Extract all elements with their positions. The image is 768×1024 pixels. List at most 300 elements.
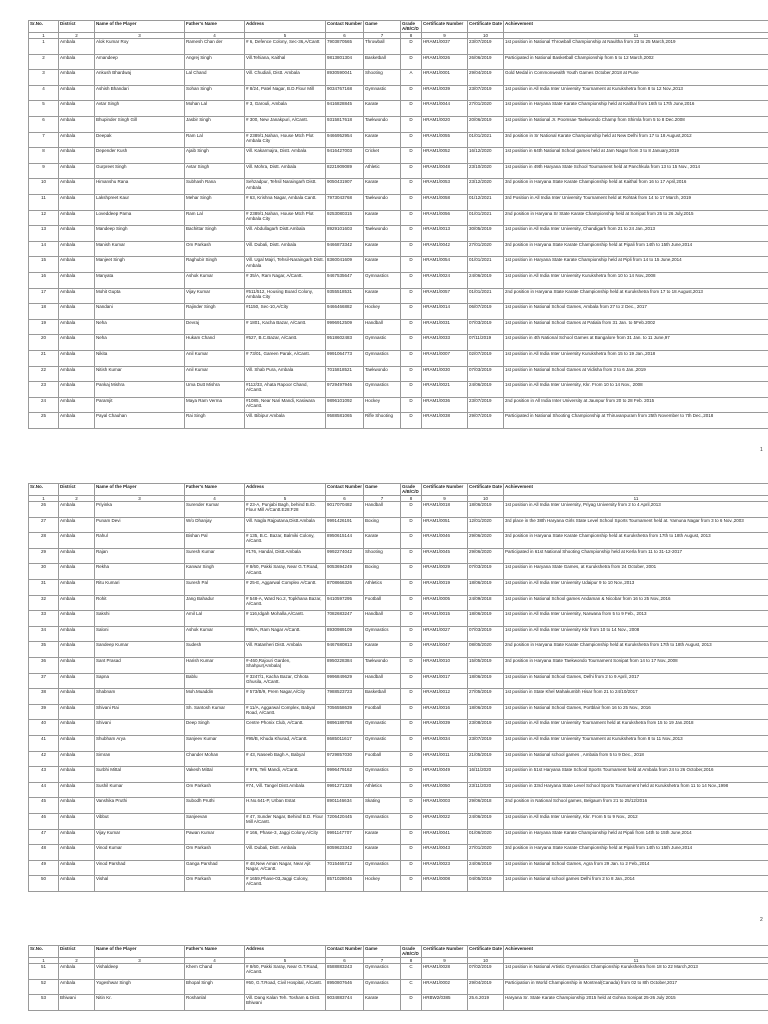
father-name-cell: Bishan Pal xyxy=(185,533,245,549)
grade-header: Grade A/B/C/D xyxy=(401,946,422,958)
achievement-cell: 1st position in All India Inter University Kkr from 10 to 14 Nov., 2008 xyxy=(504,626,768,642)
father-name-cell: Khem Chand xyxy=(185,964,245,980)
father-name-cell: Ramesh Chan der xyxy=(185,39,245,55)
achievement-cell: 1st position in National School Games, Ambala from 27 to 2 Dec., 2017 xyxy=(504,304,768,320)
grade-cell: D xyxy=(401,163,422,179)
certificate-number-cell: HRAM1/0037 xyxy=(422,39,468,55)
contact-number-cell: 8221909089 xyxy=(326,163,364,179)
achievement-cell: 1st position in National Throwball Championship at Naultha from 23 to 25 March,2019 xyxy=(504,39,768,55)
contact-number-cell: 9729497946 xyxy=(326,382,364,398)
certificate-number-cell: HRAM1/0011 xyxy=(422,751,468,767)
table-row xyxy=(29,964,768,980)
grade-cell: D xyxy=(401,658,422,674)
father-name-cell: Om Parkash xyxy=(185,876,245,892)
table-row xyxy=(29,101,768,117)
player-name-cell: Nitish Kumar xyxy=(95,366,185,382)
column-number: 9 xyxy=(422,33,468,39)
address-header: Address xyxy=(245,946,326,958)
table-row xyxy=(29,288,768,304)
achievement-cell: 1st position in National school games Delhi from 2 to 8 Jan.,2014 xyxy=(504,876,768,892)
district-cell: Ambala xyxy=(59,658,95,674)
certificate-number-cell: HRAM1/0039 xyxy=(422,85,468,101)
sr-no-cell: 22 xyxy=(29,366,59,382)
address-cell: Vill.Tehiana, Kaithal xyxy=(245,54,326,70)
certificate-date-cell: 23/07/2019 xyxy=(468,736,504,752)
certificate-date-cell: 29/04/2019 xyxy=(468,979,504,995)
achievement-cell: 1st position in Haryana State Karate Championship held at Pipli from 14 to 15 June,2014 xyxy=(504,257,768,273)
game-cell: Throwball xyxy=(364,39,401,55)
grade-cell: D xyxy=(401,876,422,892)
certificate-number-cell: HRAM1/0034 xyxy=(422,736,468,752)
contact-number-cell: 9896101092 xyxy=(326,397,364,413)
address-cell: # 73/01, Gareen Parak, A/Cantt. xyxy=(245,350,326,366)
game-cell: Athletics xyxy=(364,782,401,798)
grade-cell: D xyxy=(401,39,422,55)
achievement-cell: 1st position in All India Inter University, Chandigarh from 21 to 24 Jan.,2013 xyxy=(504,226,768,242)
table-row xyxy=(29,564,768,580)
district-cell: Ambala xyxy=(59,350,95,366)
father-name-cell: Vakesh Mittal xyxy=(185,767,245,783)
district-cell: Ambala xyxy=(59,241,95,257)
contact-number-cell: 8901146634 xyxy=(326,798,364,814)
game-cell: Karate xyxy=(364,288,401,304)
certificate-number-header: Certificate Number xyxy=(422,946,468,958)
father-name-cell: Vijay Kumar xyxy=(185,288,245,304)
grade-cell: D xyxy=(401,720,422,736)
contact-number-cell: 9466952954 xyxy=(326,132,364,148)
game-cell: Hockey xyxy=(364,397,401,413)
district-cell: Ambala xyxy=(59,304,95,320)
column-number: 8 xyxy=(401,33,422,39)
sr-no-cell: 9 xyxy=(29,163,59,179)
contact-number-cell: 9467680813 xyxy=(326,642,364,658)
grade-cell: D xyxy=(401,350,422,366)
contact-number-cell: 9992274042 xyxy=(326,548,364,564)
sr-no-cell: 31 xyxy=(29,580,59,596)
certificate-number-cell: HRAM1/0057 xyxy=(422,288,468,304)
father-name-cell: Hukam Chand xyxy=(185,335,245,351)
address-cell: #95/B, Khuda Khurad, A/Cantt. xyxy=(245,736,326,752)
contact-number-cell: 8950228384 xyxy=(326,658,364,674)
game-cell: Gymnastics xyxy=(364,860,401,876)
player-name-cell: Manyata xyxy=(95,273,185,289)
certificate-number-cell: HRAM1/0029 xyxy=(422,564,468,580)
certificate-date-cell: 21/05/2019 xyxy=(468,751,504,767)
column-number: 4 xyxy=(185,496,245,502)
certificate-date-cell: 01/01/2021 xyxy=(468,257,504,273)
sr-no-cell: 43 xyxy=(29,767,59,783)
certificate-date-cell: 08/05/2020 xyxy=(468,642,504,658)
player-name-cell: Surbhi Mittal xyxy=(95,767,185,783)
game-cell: Handball xyxy=(364,673,401,689)
contact-number-cell: 9416828845 xyxy=(326,101,364,117)
sr-no-cell: 42 xyxy=(29,751,59,767)
table-row xyxy=(29,210,768,226)
district-cell: Ambala xyxy=(59,767,95,783)
table-row xyxy=(29,611,768,627)
game-cell: Karate xyxy=(364,101,401,117)
father-name-header: Father's Name xyxy=(185,484,245,496)
game-cell: Taekwondo xyxy=(364,658,401,674)
column-number: 4 xyxy=(185,33,245,39)
column-number: 10 xyxy=(468,496,504,502)
player-name-cell: Vinod Kumar xyxy=(95,845,185,861)
address-cell: #1085, Near Nari Mandi, Kasiwara A/Cantt. xyxy=(245,397,326,413)
table-row xyxy=(29,767,768,783)
contact-number-cell: 9729857030 xyxy=(326,751,364,767)
player-name-cell: Sapna xyxy=(95,673,185,689)
district-cell: Ambala xyxy=(59,829,95,845)
grade-cell: D xyxy=(401,564,422,580)
father-name-cell: Ashok Kumar xyxy=(185,273,245,289)
achievement-cell: 1st position in National School games Andaman & Nicobar from 16 to 25 Nov.,2016 xyxy=(504,595,768,611)
game-cell: Gymnastic xyxy=(364,335,401,351)
district-cell: Ambala xyxy=(59,288,95,304)
father-name-cell: Lal Chand xyxy=(185,70,245,86)
game-cell: Gymnastic xyxy=(364,720,401,736)
contact-number-cell: 8708666326 xyxy=(326,580,364,596)
address-cell: # 6, Defence Colony, Sec-36,A/Cantt xyxy=(245,39,326,55)
player-name-cell: Saloni xyxy=(95,626,185,642)
father-name-cell: Subhash Rana xyxy=(185,179,245,195)
column-number: 1 xyxy=(29,496,59,502)
sr-no-cell: 38 xyxy=(29,689,59,705)
column-number: 6 xyxy=(326,496,364,502)
player-name-cell: Rohit xyxy=(95,595,185,611)
father-name-cell: Moh.Muaddin xyxy=(185,689,245,705)
page-number: 2 xyxy=(760,917,763,923)
father-name-cell: Surender Kumar xyxy=(185,502,245,518)
achievement-cell: Participated in 61st National Shooting Championship held at Kerla from 11 to 31-12-2017 xyxy=(504,548,768,564)
sr-no-cell: 26 xyxy=(29,502,59,518)
father-name-cell: Devraj xyxy=(185,319,245,335)
achievement-cell: 3rd position in Sr National Karate Championship held at New Delhi from 17 to 18 August,2012 xyxy=(504,132,768,148)
contact-number-cell: 8360041609 xyxy=(326,257,364,273)
grade-cell: D xyxy=(401,101,422,117)
player-name-cell: Yogeshwar Singh xyxy=(95,979,185,995)
certificate-date-cell: 07/11/2019 xyxy=(468,335,504,351)
table-row xyxy=(29,382,768,398)
sr-no-cell: 40 xyxy=(29,720,59,736)
address-cell: # 2389/1,Nahan, House Mtch Plot Ambala City xyxy=(245,132,326,148)
column-number: 5 xyxy=(245,496,326,502)
sheet-page-2 xyxy=(28,483,768,892)
table-row xyxy=(29,673,768,689)
sr-no-cell: 4 xyxy=(29,85,59,101)
table-row xyxy=(29,366,768,382)
father-name-cell: Mehar Singh xyxy=(185,195,245,211)
sr-no-cell: 47 xyxy=(29,829,59,845)
sheet-page-1 xyxy=(28,20,768,429)
contact-number-cell: 9034883744 xyxy=(326,995,364,1011)
contact-number-cell: 9053694249 xyxy=(326,564,364,580)
game-cell: Gymnastics xyxy=(364,767,401,783)
achievement-cell: 1st position in 4th National School Games at Bangalore from 31 Jan. to 11 June,97 xyxy=(504,335,768,351)
achievement-cell: 2nd position in National School games, Belgaum from 21 to 25/12/2016 xyxy=(504,798,768,814)
district-cell: Ambala xyxy=(59,179,95,195)
address-cell: Sehzadpur, Tehsil Naraingarh Distt. Ambala xyxy=(245,179,326,195)
contact-number-cell: 9996912509 xyxy=(326,319,364,335)
grade-cell: D xyxy=(401,132,422,148)
achievement-cell: 1st position in All India Inter University, Kkr. From 10 to 14 Nov., 2008 xyxy=(504,382,768,398)
grade-cell: D xyxy=(401,995,422,1011)
game-cell: Basketball xyxy=(364,54,401,70)
player-name-cell: Simran xyxy=(95,751,185,767)
district-cell: Ambala xyxy=(59,397,95,413)
address-cell: #-460,Rajouri Garden, Shahpur(Ambala) xyxy=(245,658,326,674)
father-name-cell: Maya Ram Verma xyxy=(185,397,245,413)
certificate-number-cell: HRAM1/0046 xyxy=(422,533,468,549)
district-cell: Ambala xyxy=(59,611,95,627)
certificate-date-cell: 29/07/2019 xyxy=(468,413,504,429)
achievement-cell: 2nd position in Haryana Sr State Karate Championship held at Sonipat from 25 to 26 July,2015 xyxy=(504,210,768,226)
contact-number-cell: 7206420445 xyxy=(326,813,364,829)
certificate-date-cell: 16/12/2020 xyxy=(468,148,504,164)
sr-no-cell: 25 xyxy=(29,413,59,429)
achievement-cell: 1st position in All India Inter University Tournament at Kurukshetra from 8 to 11 Nov.,2013 xyxy=(504,736,768,752)
address-header: Address xyxy=(245,484,326,496)
certificate-date-header: Certificate Date xyxy=(468,21,504,33)
game-cell: Athletics xyxy=(364,580,401,596)
contact-number-cell: 8929101603 xyxy=(326,226,364,242)
contact-number-header: Contact Number xyxy=(326,21,364,33)
contact-number-cell: 9416427003 xyxy=(326,148,364,164)
address-cell: # 3247/1, Kacha Bazar, Chhota Ghusila, A/Cantt. xyxy=(245,673,326,689)
father-name-cell: Pawan Kumar xyxy=(185,829,245,845)
address-cell: # 135, B.C. Bazar, Balmiki Colony, A/Cantt. xyxy=(245,533,326,549)
player-name-cell: Punam Devi xyxy=(95,517,185,533)
achievement-cell: Gold Medal in Commonwealth Youth Games October,2018 at Pune xyxy=(504,70,768,86)
player-name-cell: Bhupinder Singh Gill xyxy=(95,117,185,133)
player-name-cell: Ritu Kumari xyxy=(95,580,185,596)
achievement-cell: 1st position in All India Inter University Tournament held at Kurukshetra from 15 to 19 Jan.2018 xyxy=(504,720,768,736)
sr-no-cell: 41 xyxy=(29,736,59,752)
address-cell: #511/512, Housing Board Colony, Ambala City xyxy=(245,288,326,304)
contact-number-cell: 9991064773 xyxy=(326,350,364,366)
address-cell: Vill. Bibipur Ambala xyxy=(245,413,326,429)
player-name-cell: Paramjit xyxy=(95,397,185,413)
sr-no-cell: 2 xyxy=(29,54,59,70)
achievement-cell: 1st position in All India Inter University Udaipur 9 to 10 Nov.,2013 xyxy=(504,580,768,596)
certificate-number-cell: HRAM1/0058 xyxy=(422,195,468,211)
address-cell: # 300, New Janakpuri, A/Cantt. xyxy=(245,117,326,133)
district-cell: Ambala xyxy=(59,163,95,179)
contact-number-cell: 9466873342 xyxy=(326,241,364,257)
table-row xyxy=(29,226,768,242)
achievement-cell: 1st position in All India Inter University, Kkr. From 5 to 9 Nov., 2012 xyxy=(504,813,768,829)
address-cell: #60, G.T.Road, Civil Hospital, A/Cantt. xyxy=(245,979,326,995)
achievement-cell: 1st position in All India Inter University, Priyag University from 2 to 4 April,2013 xyxy=(504,502,768,518)
game-cell: Hockey xyxy=(364,876,401,892)
table-row xyxy=(29,273,768,289)
certificate-date-cell: 07/03/2019 xyxy=(468,626,504,642)
sr-no-cell: 15 xyxy=(29,257,59,273)
father-name-cell: Deep Singh xyxy=(185,720,245,736)
certificate-date-cell: 07/03/2019 xyxy=(468,366,504,382)
table-row xyxy=(29,54,768,70)
contact-number-cell: 9355518531 xyxy=(326,288,364,304)
sr-no-cell: 32 xyxy=(29,595,59,611)
game-cell: Boxing xyxy=(364,517,401,533)
game-cell: Football xyxy=(364,595,401,611)
achievement-cell: 1st position in National Artistic Gymnastics Championship Kurukshetra from 18 to 22 March,2013 xyxy=(504,964,768,980)
grade-cell: D xyxy=(401,85,422,101)
district-cell: Ambala xyxy=(59,704,95,720)
column-number: 7 xyxy=(364,958,401,964)
grade-cell: D xyxy=(401,704,422,720)
table-row xyxy=(29,595,768,611)
address-cell: # 63, Krishna Nagar, Ambala Cantt. xyxy=(245,195,326,211)
district-cell: Ambala xyxy=(59,517,95,533)
achievement-cell: 1st position in National School Games at Patiala from 31 Jan. to 5Feb.2002 xyxy=(504,319,768,335)
table-row xyxy=(29,350,768,366)
game-cell: Karate xyxy=(364,995,401,1011)
table-row xyxy=(29,642,768,658)
sr-no-cell: 6 xyxy=(29,117,59,133)
certificate-number-cell: HRBW2/0385 xyxy=(422,995,468,1011)
grade-cell: D xyxy=(401,782,422,798)
district-cell: Ambala xyxy=(59,798,95,814)
achievement-cell: Participated in National Shooting Championship at Thiruvanpuram from 25th November to 7th Dec.,2018 xyxy=(504,413,768,429)
sr-no-cell: 51 xyxy=(29,964,59,980)
table-row xyxy=(29,117,768,133)
certificate-number-cell: HRAM1/0018 xyxy=(422,502,468,518)
column-number: 1 xyxy=(29,33,59,39)
achievement-cell: 1st position in 49th Haryana State School Tournament held at Panchkula from 13 to 15 Nov., 2014 xyxy=(504,163,768,179)
district-cell: Ambala xyxy=(59,335,95,351)
certificate-date-cell: 27/01/2020 xyxy=(468,241,504,257)
sr-no-cell: 1 xyxy=(29,39,59,55)
player-name-cell: Shivani Rai xyxy=(95,704,185,720)
grade-cell: D xyxy=(401,319,422,335)
district-cell: Ambala xyxy=(59,751,95,767)
certificate-number-cell: HRAM1/0047 xyxy=(422,642,468,658)
district-cell: Ambala xyxy=(59,845,95,861)
table-row xyxy=(29,304,768,320)
father-name-cell: Ram Lal xyxy=(185,210,245,226)
achievement-cell: 3rd position in Haryana State Taekwondo Tournament Sonipat from 14 to 17 Nov.,2008 xyxy=(504,658,768,674)
contact-number-cell: 9017070482 xyxy=(326,502,364,518)
certificate-number-cell: HRAM1/0022 xyxy=(422,813,468,829)
father-name-cell: Ajaib Singh xyxy=(185,148,245,164)
column-number: 11 xyxy=(504,496,768,502)
game-cell: Karate xyxy=(364,179,401,195)
certificate-number-cell: HRAM1/0017 xyxy=(422,673,468,689)
grade-cell: D xyxy=(401,288,422,304)
grade-cell: D xyxy=(401,580,422,596)
address-cell: # 8/60, Pakki Saray, Near G.T.Road, A/Cantt. xyxy=(245,564,326,580)
achievement-cell: 1st position in All India Inter University Tournament at Kurukshetra from 8 to 12 Nov.,2013 xyxy=(504,85,768,101)
certificate-number-cell: HRAM1/0055 xyxy=(422,132,468,148)
certificate-number-cell: HRAM1/0008 xyxy=(422,876,468,892)
grade-cell: D xyxy=(401,517,422,533)
player-name-header: Name of the Player xyxy=(95,21,185,33)
column-number: 10 xyxy=(468,33,504,39)
contact-number-cell: 9467535647 xyxy=(326,273,364,289)
game-cell: Karate xyxy=(364,642,401,658)
game-cell: Shooting xyxy=(364,70,401,86)
certificate-number-cell: HRAM1/0002 xyxy=(422,979,468,995)
certificate-date-cell: 24/09/2018 xyxy=(468,595,504,611)
game-cell: Taekwondo xyxy=(364,117,401,133)
father-name-cell: Mohan Lal xyxy=(185,101,245,117)
game-cell: Gymnastics xyxy=(364,350,401,366)
column-number: 10 xyxy=(468,958,504,964)
contact-number-cell: 9991426191 xyxy=(326,517,364,533)
player-name-cell: Rajan xyxy=(95,548,185,564)
address-cell: #95/A, Ram Nagar A/Cantt. xyxy=(245,626,326,642)
game-cell: Karate xyxy=(364,241,401,257)
district-cell: Ambala xyxy=(59,148,95,164)
sr-no-cell: 49 xyxy=(29,860,59,876)
game-header: Game xyxy=(364,484,401,496)
father-name-cell: Kanwar Singh xyxy=(185,564,245,580)
address-cell: Vill. Abdullagarh Distt.Ambala xyxy=(245,226,326,242)
certificate-date-cell: 06/07/2019 xyxy=(468,304,504,320)
table-row xyxy=(29,132,768,148)
grade-cell: D xyxy=(401,751,422,767)
player-name-cell: Vijay Kumar xyxy=(95,829,185,845)
column-number: 6 xyxy=(326,958,364,964)
certificate-date-cell: 18/06/2019 xyxy=(468,580,504,596)
game-cell: Basketball xyxy=(364,689,401,705)
sr-no-cell: 29 xyxy=(29,548,59,564)
game-cell: Football xyxy=(364,751,401,767)
certificate-number-cell: HRAM1/0015 xyxy=(422,611,468,627)
table-row xyxy=(29,813,768,829)
grade-cell: D xyxy=(401,767,422,783)
table-row xyxy=(29,335,768,351)
contact-number-cell: 8930989109 xyxy=(326,626,364,642)
sr-no-cell: 10 xyxy=(29,179,59,195)
district-cell: Ambala xyxy=(59,876,95,892)
game-cell: Taekwondo xyxy=(364,195,401,211)
grade-cell: D xyxy=(401,595,422,611)
player-name-header: Name of the Player xyxy=(95,946,185,958)
address-cell: H.No.641-P, Urban Estat xyxy=(245,798,326,814)
father-name-cell: Om Parkash xyxy=(185,241,245,257)
address-cell: # 8/24, Patel Nagar, B.D.Flour Mill xyxy=(245,85,326,101)
contact-number-cell: 9518602483 xyxy=(326,335,364,351)
column-number: 8 xyxy=(401,496,422,502)
grade-cell: D xyxy=(401,54,422,70)
address-cell: Vill. Ratanheri Distt. Ambala xyxy=(245,642,326,658)
achievement-cell: 1st position in National School Games, Agra from 29 Jan. to 2 Feb.,2014 xyxy=(504,860,768,876)
address-cell: Vill. Shab Pura, Ambala xyxy=(245,366,326,382)
sr-no-cell: 16 xyxy=(29,273,59,289)
sr-no-cell: 34 xyxy=(29,626,59,642)
grade-cell: D xyxy=(401,226,422,242)
certificate-number-cell: HRAM1/0042 xyxy=(422,241,468,257)
certificate-date-cell: 23/07/2019 xyxy=(468,85,504,101)
sr-no-cell: 8 xyxy=(29,148,59,164)
achievement-cell: 1st position in Haryana State Karate Championship held at Kaithal from 16th to 17th June,2016 xyxy=(504,101,768,117)
game-cell: Gymnastics xyxy=(364,964,401,980)
player-name-cell: Nitin Kr. xyxy=(95,995,185,1011)
certificate-number-cell: HRAM1/0023 xyxy=(422,860,468,876)
district-cell: Ambala xyxy=(59,226,95,242)
grade-cell: D xyxy=(401,413,422,429)
certificate-date-cell: 01/01/2021 xyxy=(468,132,504,148)
column-number: 7 xyxy=(364,33,401,39)
player-name-cell: Avtar Singh xyxy=(95,101,185,117)
certificate-date-cell: 02/07/2019 xyxy=(468,350,504,366)
certificate-number-cell: HRAM1/0038 xyxy=(422,413,468,429)
table-row xyxy=(29,195,768,211)
certificate-number-cell: HRAM1/0043 xyxy=(422,845,468,861)
district-cell: Ambala xyxy=(59,642,95,658)
contact-number-cell: 7015818521 xyxy=(326,366,364,382)
